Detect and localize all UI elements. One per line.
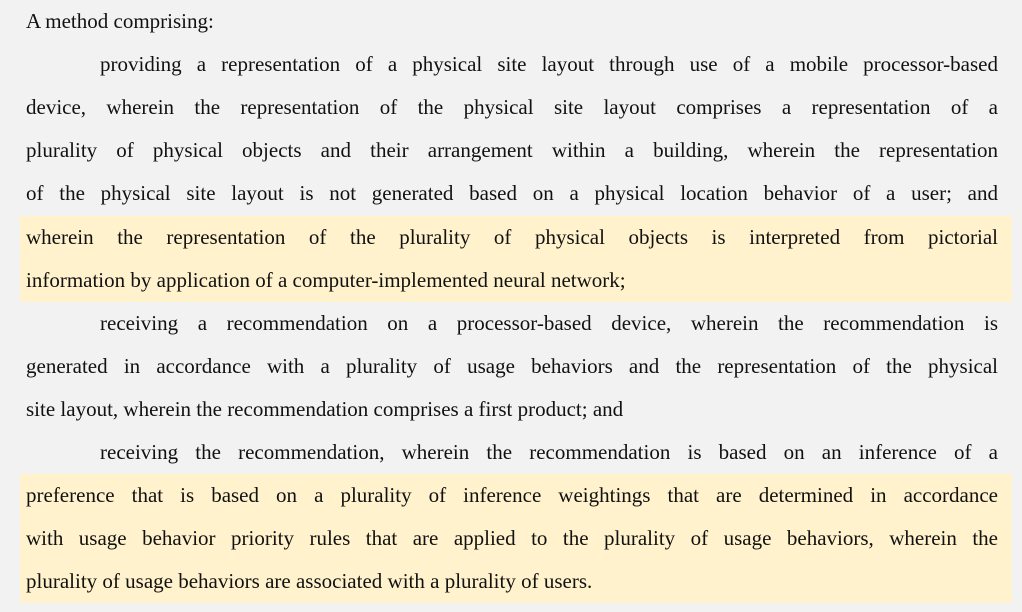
claim-line-1: providing a representation of a physical site layout through use of a mobile processor-based xyxy=(100,52,998,76)
highlighted-line-13: plurality of usage behaviors are associated with a plurality of users. xyxy=(20,560,1012,603)
claim-preamble: A method comprising: xyxy=(26,9,214,33)
highlighted-line-6: information by application of a computer-implemented neural network; xyxy=(20,259,1012,302)
claim-line-10: receiving the recommendation, wherein the recommendation is based on an inference of a xyxy=(100,440,998,464)
claim-line-3: plurality of physical objects and their arrangement within a building, wherein the representation xyxy=(26,138,998,162)
claim-line-9: site layout, wherein the recommendation comprises a first product; and xyxy=(26,397,624,421)
claim-line-2: device, wherein the representation of the physical site layout comprises a representation of a xyxy=(26,95,998,119)
claim-line-8: generated in accordance with a plurality of usage behaviors and the representation of the physical xyxy=(26,354,998,378)
highlighted-line-5: wherein the representation of the plurality of physical objects is interpreted from pictorial xyxy=(20,216,1012,259)
highlighted-line-12: with usage behavior priority rules that are applied to the plurality of usage behaviors, wherein the xyxy=(20,517,1012,560)
claim-line-4: of the physical site layout is not generated based on a physical location behavior of a user; and xyxy=(26,181,998,205)
highlighted-line-11: preference that is based on a plurality of inference weightings that are determined in accordance xyxy=(20,474,1012,517)
claim-line-7: receiving a recommendation on a processor-based device, wherein the recommendation is xyxy=(100,311,998,335)
